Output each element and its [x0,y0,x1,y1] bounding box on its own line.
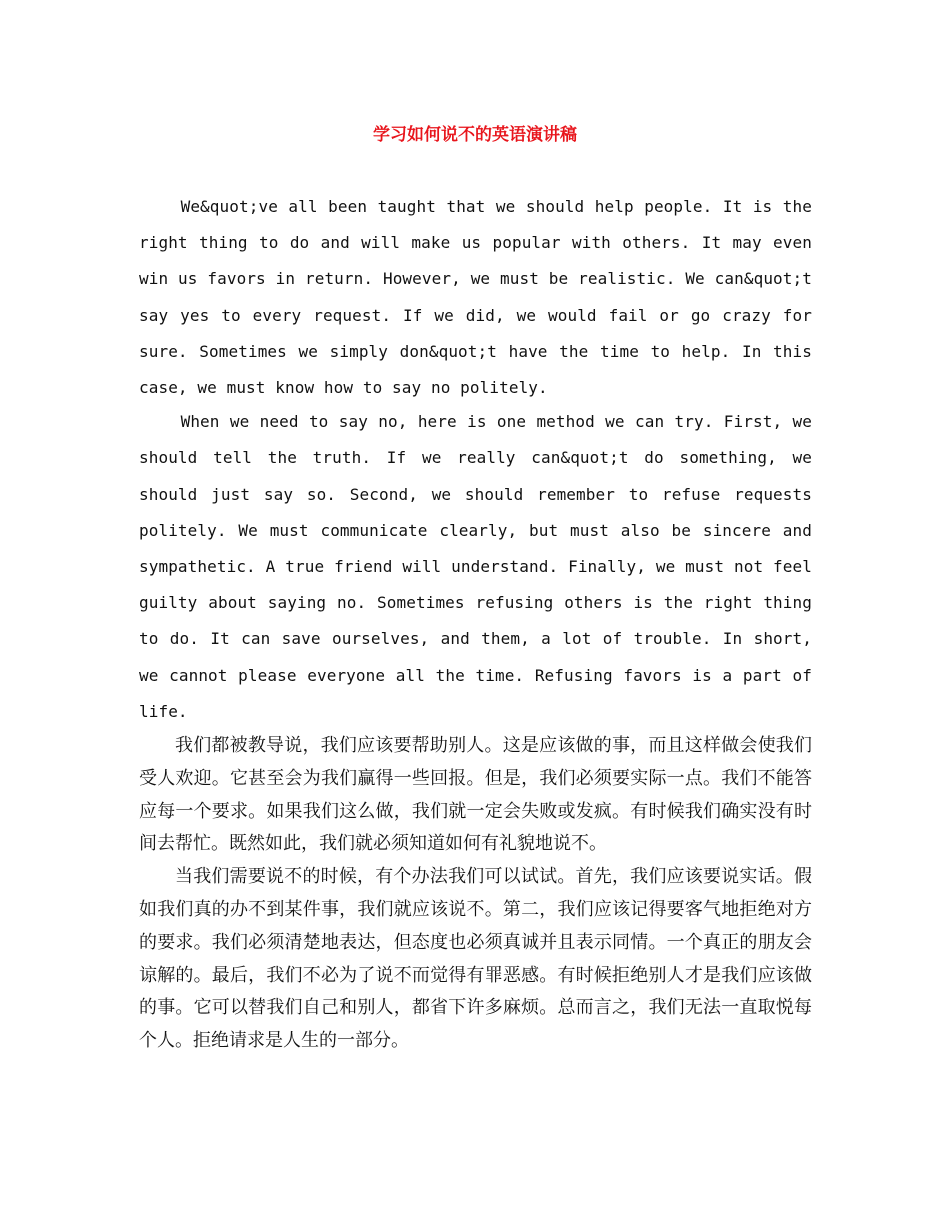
english-paragraph-2: When we need to say no, here is one method we can try. First, we should tell the truth. If we really can&quot;t do something, we should just say so. Second, we should remember to refuse requests politely. We must communicate clearly, but must also be sincere and sympathetic. A true friend will understand. Finally, we must not feel guilty about saying no. Sometimes refusing others is the right thing to do. It can save ourselves, and them, a lot of trouble. In short, we cannot please everyone all the time. Refusing favors is a part of life. [139,412,812,721]
document-title: 学习如何说不的英语演讲稿 [373,125,577,145]
chinese-paragraph-1: 我们都被教导说，我们应该要帮助别人。这是应该做的事，而且这样做会使我们受人欢迎。它甚至会为我们赢得一些回报。但是，我们必须要实际一点。我们不能答应每一个要求。如果我们这么做，我们就一定会失败或发疯。有时候我们确实没有时间去帮忙。既然如此，我们就必须知道如何有礼貌地说不。 [139,735,812,855]
document-body [139,189,812,1058]
chinese-paragraph-2: 当我们需要说不的时候，有个办法我们可以试试。首先，我们应该要说实话。假如我们真的办不到某件事，我们就应该说不。第二，我们应该记得要客气地拒绝对方的要求。我们必须清楚地表达，但态度也必须真诚并且表示同情。一个真正的朋友会谅解的。最后，我们不必为了说不而觉得有罪恶感。有时候拒绝别人才是我们应该做的事。它可以替我们自己和别人，都省下许多麻烦。总而言之，我们无法一直取悦每个人。拒绝请求是人生的一部分。 [139,866,812,1052]
english-paragraph-1: We&quot;ve all been taught that we should help people. It is the right thing to do and will make us popular with others. It may even win us favors in return. However, we must be realistic. We can&quot;t say yes to every request. If we did, we would fail or go crazy for sure. Sometimes we simply don&quot;t have the time to help. In this case, we must know how to say no politely. [139,197,812,398]
